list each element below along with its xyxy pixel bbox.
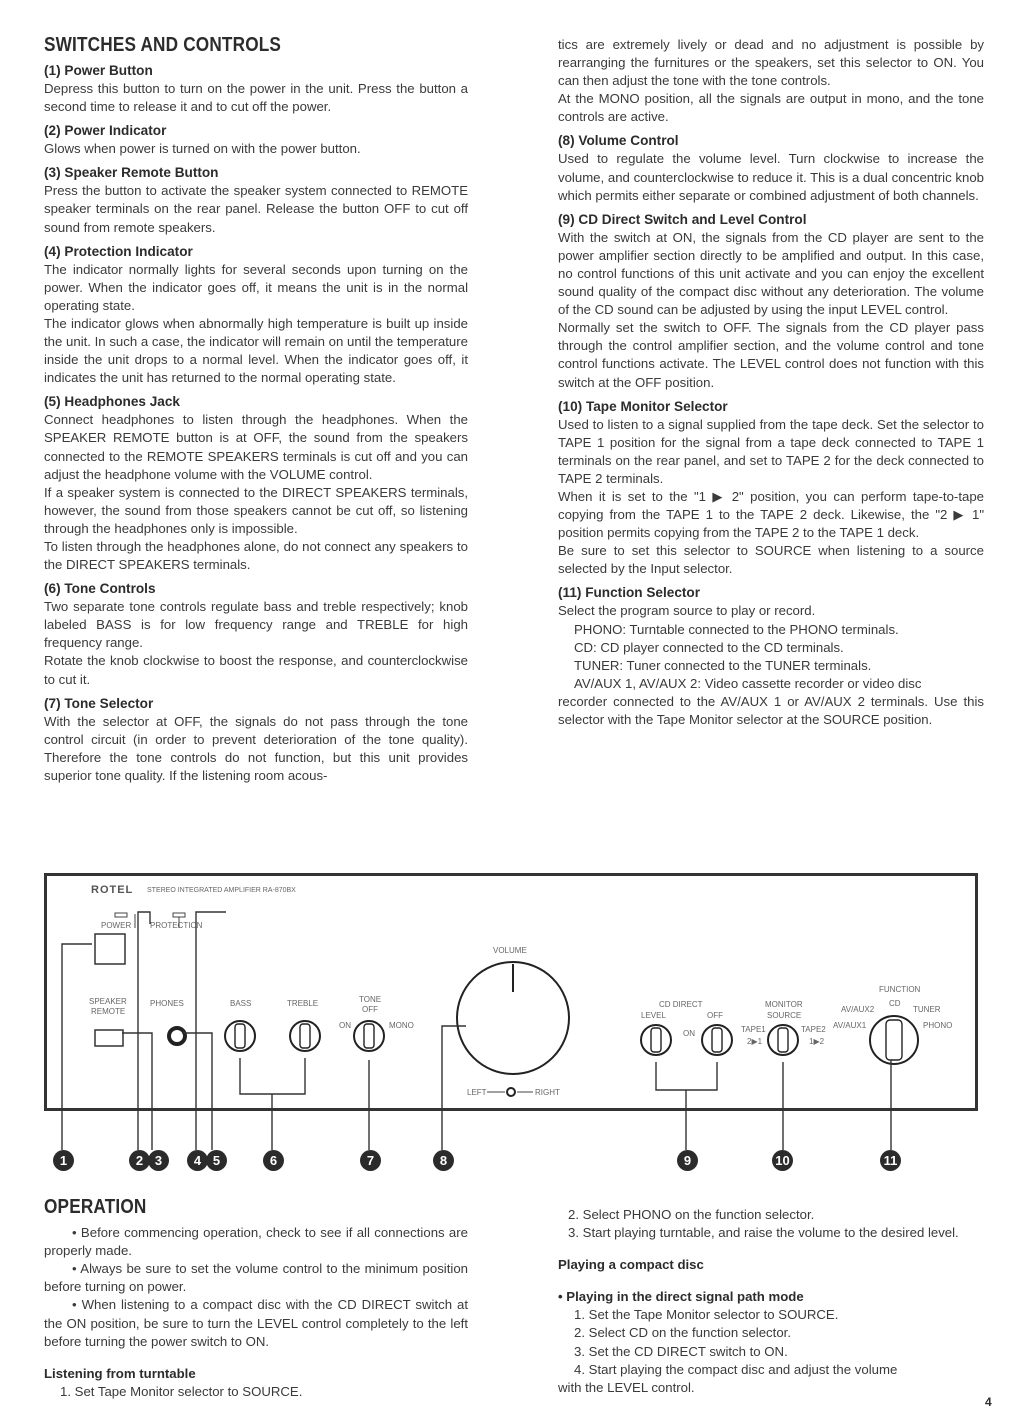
callout-11: 11 bbox=[880, 1150, 901, 1171]
control-paragraph: The indicator glows when abnormally high temperature is built up inside the unit. In such a case, the indicator will remain on until the temperature inside the unit drops to a normal level. When the indicator goes off, it indicates the unit has returned to the normal operating state. bbox=[44, 315, 468, 386]
bass-knob bbox=[225, 1021, 255, 1051]
callout-9: 9 bbox=[677, 1150, 698, 1171]
control-paragraph: The indicator normally lights for several seconds upon turning on the power. When the indicator goes off, it means the unit is in the normal operating state. bbox=[44, 261, 468, 313]
control-paragraph: Connect headphones to listen through the headphones. When the SPEAKER REMOTE button is at OFF, the sound from the speakers connected to the REMOTE SPEAKERS terminals is cut off and you can adjust the headphone volume with the VOLUME control. bbox=[44, 412, 468, 482]
tape2-label: TAPE2 bbox=[801, 1025, 826, 1034]
control-item bbox=[558, 584, 984, 729]
cd-direct-label: CD DIRECT bbox=[659, 1000, 703, 1009]
tape-1to2-label: 1▶2 bbox=[809, 1037, 825, 1046]
control-heading: (6) Tone Controls bbox=[44, 581, 156, 597]
control-heading: (4) Protection Indicator bbox=[44, 243, 193, 259]
control-item bbox=[44, 164, 468, 236]
cd-off-label: OFF bbox=[707, 1011, 723, 1020]
function-option: PHONO: Turntable connected to the PHONO terminals. bbox=[574, 621, 899, 637]
avaux1-label: AV/AUX1 bbox=[833, 1021, 867, 1030]
right-items bbox=[558, 132, 984, 729]
control-item bbox=[558, 211, 984, 392]
callout-4: 4 bbox=[187, 1150, 208, 1171]
function-selector-knob bbox=[870, 1016, 918, 1064]
function-option: TUNER: Tuner connected to the TUNER terminals. bbox=[574, 657, 872, 673]
callout-8: 8 bbox=[433, 1150, 454, 1171]
control-heading: (8) Volume Control bbox=[558, 133, 679, 149]
protection-label: PROTECTION bbox=[150, 921, 203, 930]
control-heading: (11) Function Selector bbox=[558, 585, 701, 601]
callout-6: 6 bbox=[263, 1150, 284, 1171]
callout-10: 10 bbox=[772, 1150, 793, 1171]
cd-level-knob bbox=[641, 1025, 671, 1055]
control-paragraph: Press the button to activate the speaker system connected to REMOTE speaker terminals on the rear panel. Release the button OFF to cut off sound from remote speakers. bbox=[44, 183, 468, 235]
avaux2-label: AV/AUX2 bbox=[841, 1005, 875, 1014]
cd-on-label: ON bbox=[683, 1029, 695, 1038]
brand-logo: ROTEL bbox=[91, 884, 134, 896]
callout-2: 2 bbox=[129, 1150, 150, 1171]
cd-step: 1. Set the Tape Monitor selector to SOURCE. bbox=[574, 1307, 839, 1323]
control-item bbox=[558, 132, 984, 204]
speaker-remote-button bbox=[95, 1030, 123, 1046]
turntable-step-2: 2. Select PHONO on the function selector. bbox=[568, 1207, 815, 1222]
source-label: SOURCE bbox=[767, 1011, 802, 1020]
control-heading: (10) Tape Monitor Selector bbox=[558, 398, 728, 414]
control-item bbox=[44, 62, 468, 116]
control-heading: (1) Power Button bbox=[44, 63, 153, 79]
treble-knob bbox=[290, 1021, 320, 1051]
power-button bbox=[95, 934, 125, 964]
power-label: POWER bbox=[101, 921, 132, 930]
operation-bullet: • When listening to a compact disc with the CD DIRECT switch at the ON position, be sure to turn the LEVEL control completely to the left before turning the power switch to ON. bbox=[44, 1297, 468, 1349]
tone-off-label: OFF bbox=[362, 1005, 378, 1014]
callout-numbers bbox=[0, 1150, 1028, 1178]
section-title-switches: SWITCHES AND CONTROLS bbox=[44, 34, 282, 56]
control-paragraph: Two separate tone controls regulate bass and treble respectively; knob labeled BASS is for low frequency range and TREBLE for high frequency range. bbox=[44, 599, 468, 651]
cd-step: 2. Select CD on the function selector. bbox=[574, 1325, 791, 1341]
control-heading: (2) Power Indicator bbox=[44, 123, 167, 139]
control-paragraph: Normally set the switch to OFF. The signals from the CD player pass through the control amplifier section, and the volume control and tone control functions activate. The LEVEL control does not function with this switch at the OFF position. bbox=[558, 320, 984, 390]
left-column bbox=[44, 36, 468, 791]
volume-label: VOLUME bbox=[493, 946, 527, 955]
speaker-label: SPEAKER bbox=[89, 997, 127, 1006]
cd-label: CD bbox=[889, 999, 901, 1008]
operation-left bbox=[44, 1198, 468, 1401]
phono-label: PHONO bbox=[923, 1021, 953, 1030]
continuation-paragraph: At the MONO position, all the signals are output in mono, and the tone controls are active. bbox=[558, 91, 984, 125]
left-items bbox=[44, 62, 468, 785]
control-item bbox=[44, 243, 468, 388]
section-title-operation: OPERATION bbox=[44, 1196, 147, 1218]
balance-left-label: LEFT bbox=[467, 1088, 487, 1097]
cd-step-tail: with the LEVEL control. bbox=[558, 1379, 695, 1395]
control-paragraph: To listen through the headphones alone, do not connect any speakers to the DIRECT SPEAKERS terminals. bbox=[44, 538, 468, 573]
front-panel-svg bbox=[47, 876, 975, 1108]
callout-1: 1 bbox=[53, 1150, 74, 1171]
callout-5: 5 bbox=[206, 1150, 227, 1171]
turntable-heading: Listening from turntable bbox=[44, 1365, 196, 1381]
control-paragraph: If a speaker system is connected to the DIRECT SPEAKERS terminals, however, the sound from those speakers cannot be cut off, so listening through the headphones only is impossible. bbox=[44, 484, 468, 536]
control-paragraph: Depress this button to turn on the power in the unit. Press the button a second time to release it and to cut off the power. bbox=[44, 81, 468, 115]
control-paragraph: Used to regulate the volume level. Turn clockwise to increase the volume, and counterclockwise to reduce it. This is a dual concentric knob which permits either separate or combined adjustment of both channels. bbox=[558, 151, 984, 203]
control-item bbox=[44, 580, 468, 688]
function-option: AV/AUX 1, AV/AUX 2: Video cassette recorder or video disc bbox=[574, 675, 922, 691]
callout-3: 3 bbox=[148, 1150, 169, 1171]
tape-2to1-label: 2▶1 bbox=[747, 1037, 763, 1046]
control-paragraph: Rotate the knob clockwise to boost the response, and counterclockwise to cut it. bbox=[44, 653, 468, 687]
right-column bbox=[558, 36, 984, 735]
control-paragraph: With the selector at OFF, the signals do not pass through the tone control circuit (in order to prevent deterioration of the tone quality). Therefore the tone controls do not function, but this unit provides superior tone quality. If the listening room acous- bbox=[44, 713, 468, 783]
tone-on-label: ON bbox=[339, 1021, 351, 1030]
control-item bbox=[44, 695, 468, 785]
balance-right-label: RIGHT bbox=[535, 1088, 560, 1097]
phones-label: PHONES bbox=[150, 999, 184, 1008]
balance-knob bbox=[507, 1088, 515, 1096]
control-paragraph: With the switch at ON, the signals from the CD player are sent to the power amplifier section directly to be amplified and output. In this case, no control functions of this unit activate and you can enjoy the excellent sound quality of the compact disc without any deterioration. The volume of the CD sound can be adjusted by using the input LEVEL control. bbox=[558, 229, 984, 318]
control-paragraph: When it is set to the "1 ▶ 2" position, you can perform tape-to-tape copying from the TAPE 1 to the TAPE 2 deck. Likewise, the "2 ▶ 1" position permits copying from the TAPE 2 to the TAPE 1 deck. bbox=[558, 488, 984, 541]
tape-monitor-knob bbox=[768, 1025, 798, 1055]
control-heading: (9) CD Direct Switch and Level Control bbox=[558, 211, 807, 227]
level-label: LEVEL bbox=[641, 1011, 666, 1020]
control-item bbox=[558, 398, 984, 579]
function-label: FUNCTION bbox=[879, 985, 921, 994]
power-indicator bbox=[115, 913, 127, 917]
protection-indicator bbox=[173, 913, 185, 917]
cd-heading: Playing a compact disc bbox=[558, 1257, 704, 1273]
control-paragraph: Be sure to set this selector to SOURCE when listening to a source selected by the Input selector. bbox=[558, 543, 984, 577]
tone-selector-knob bbox=[354, 1021, 384, 1051]
control-paragraph: Glows when power is turned on with the power button. bbox=[44, 141, 361, 157]
control-heading: (3) Speaker Remote Button bbox=[44, 165, 219, 181]
treble-label: TREBLE bbox=[287, 999, 319, 1008]
control-paragraph: Used to listen to a signal supplied from the tape deck. Set the selector to TAPE 1 position for the signal from a tape deck connected to TAPE 1 terminals on the rear panel, and set to TAPE 2 for the deck connected to TAPE 2 terminals. bbox=[558, 416, 984, 486]
bass-label: BASS bbox=[230, 999, 252, 1008]
model-label: STEREO INTEGRATED AMPLIFIER RA-870BX bbox=[147, 887, 296, 894]
control-heading: (7) Tone Selector bbox=[44, 695, 154, 711]
control-paragraph: Select the program source to play or record. bbox=[558, 603, 816, 619]
operation-bullet: • Always be sure to set the volume control to the minimum position before turning on power. bbox=[44, 1261, 468, 1295]
page-number: 4 bbox=[985, 1395, 992, 1409]
operation-bullet: • Before commencing operation, check to see if all connections are properly made. bbox=[44, 1225, 468, 1259]
tape1-label: TAPE1 bbox=[741, 1025, 766, 1034]
remote-label: REMOTE bbox=[91, 1007, 126, 1016]
operation-right bbox=[558, 1206, 982, 1397]
tone-mono-label: MONO bbox=[389, 1021, 414, 1030]
front-panel-diagram bbox=[44, 873, 978, 1111]
headphones-jack bbox=[169, 1028, 185, 1044]
monitor-label: MONITOR bbox=[765, 1000, 803, 1009]
turntable-step-3: 3. Start playing turntable, and raise the volume to the desired level. bbox=[568, 1225, 959, 1241]
cd-sub-heading: • Playing in the direct signal path mode bbox=[558, 1289, 804, 1305]
cd-direct-switch bbox=[702, 1025, 732, 1055]
control-item bbox=[44, 393, 468, 574]
cd-step: 4. Start playing the compact disc and adjust the volume bbox=[574, 1361, 898, 1377]
control-paragraph: recorder connected to the AV/AUX 1 or AV/AUX 2 terminals. Use this selector with the Tape Monitor selector at the SOURCE position. bbox=[558, 693, 984, 727]
control-item bbox=[44, 122, 468, 158]
tuner-label: TUNER bbox=[913, 1005, 941, 1014]
callout-7: 7 bbox=[360, 1150, 381, 1171]
function-option: CD: CD player connected to the CD terminals. bbox=[574, 639, 844, 655]
turntable-step-1: 1. Set Tape Monitor selector to SOURCE. bbox=[60, 1383, 303, 1399]
cd-step: 3. Set the CD DIRECT switch to ON. bbox=[574, 1343, 788, 1359]
tone-label: TONE bbox=[359, 995, 382, 1004]
continuation-paragraph: tics are extremely lively or dead and no adjustment is possible by rearranging the furnitures or the speakers, set this selector to ON. You can then adjust the tone with the tone controls. bbox=[558, 37, 984, 89]
control-heading: (5) Headphones Jack bbox=[44, 394, 180, 410]
